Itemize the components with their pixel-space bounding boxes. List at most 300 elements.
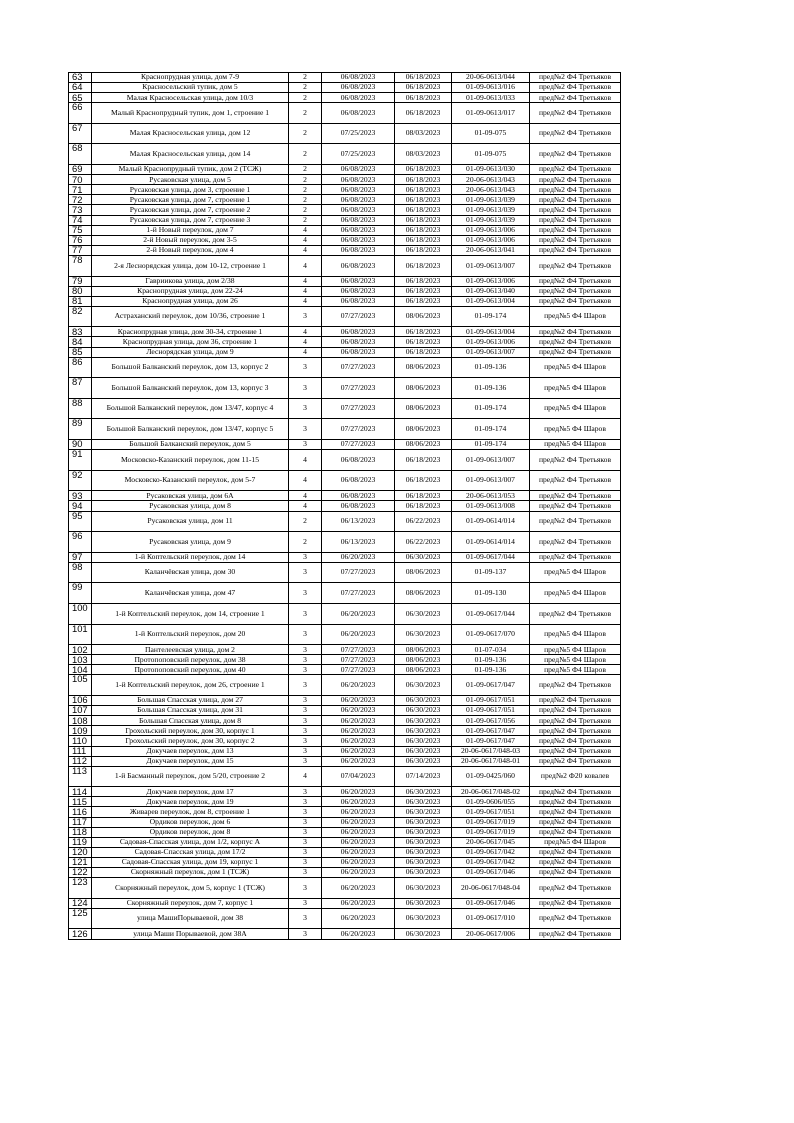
cell-category: 3 [289,655,322,665]
cell-start-date: 06/20/2023 [322,726,395,736]
cell-category: 4 [289,327,322,337]
cell-address: 2-й Новый переулок, дом 4 [92,245,289,255]
table-row [69,716,621,726]
cell-document-code: 01-09-0617/051 [452,706,530,716]
cell-responsible: пред№2 Ф4 Третьяков [530,726,621,736]
cell-row-number: 67 [69,123,92,144]
cell-start-date: 07/27/2023 [322,645,395,655]
cell-document-code: 01-09-174 [452,440,530,450]
cell-start-date: 07/27/2023 [322,583,395,604]
cell-start-date: 06/20/2023 [322,898,395,908]
cell-end-date: 06/18/2023 [395,73,452,83]
cell-start-date: 06/20/2023 [322,837,395,847]
cell-address: Докучаев переулок, дом 19 [92,797,289,807]
cell-category: 2 [289,83,322,93]
cell-start-date: 06/20/2023 [322,736,395,746]
cell-end-date: 06/30/2023 [395,807,452,817]
cell-document-code: 01-09-0617/047 [452,736,530,746]
cell-document-code: 01-09-0617/047 [452,726,530,736]
cell-category: 4 [289,347,322,357]
cell-end-date: 06/18/2023 [395,450,452,471]
cell-start-date: 06/08/2023 [322,450,395,471]
cell-end-date: 06/18/2023 [395,337,452,347]
cell-end-date: 06/30/2023 [395,726,452,736]
cell-address: 1-й Коптельский переулок, дом 14 [92,552,289,562]
cell-start-date: 06/08/2023 [322,175,395,185]
cell-category: 3 [289,716,322,726]
cell-end-date: 08/03/2023 [395,144,452,165]
cell-start-date: 06/20/2023 [322,827,395,837]
cell-document-code: 01-09-0613/040 [452,286,530,296]
cell-start-date: 06/08/2023 [322,491,395,501]
cell-document-code: 01-09-0613/030 [452,165,530,175]
table-row [69,787,621,797]
cell-start-date: 06/20/2023 [322,746,395,756]
table-row [69,205,621,215]
cell-end-date: 06/30/2023 [395,797,452,807]
cell-row-number: 82 [69,306,92,327]
cell-start-date: 06/20/2023 [322,756,395,766]
table-row [69,123,621,144]
cell-responsible: пред№2 Ф20 ковалев [530,766,621,787]
cell-address: Скорняжный переулок, дом 5, корпус 1 (ТСЖ) [92,878,289,899]
cell-address: 1-й Коптельский переулок, дом 20 [92,624,289,645]
cell-start-date: 07/25/2023 [322,144,395,165]
cell-address: Русаковская улица, дом 3, строение 1 [92,185,289,195]
cell-row-number: 115 [69,797,92,807]
cell-category: 3 [289,787,322,797]
cell-document-code: 01-09-0613/007 [452,450,530,471]
cell-responsible: пред№2 Ф4 Третьяков [530,255,621,276]
cell-address: Астраханский переулок, дом 10/36, строение 1 [92,306,289,327]
cell-category: 2 [289,205,322,215]
cell-start-date: 06/08/2023 [322,337,395,347]
cell-document-code: 01-09-0613/007 [452,347,530,357]
cell-address: Русаковская улица, дом 6А [92,491,289,501]
cell-row-number: 105 [69,675,92,696]
cell-document-code: 01-09-0614/014 [452,532,530,553]
cell-document-code: 01-09-0617/051 [452,807,530,817]
cell-start-date: 06/20/2023 [322,817,395,827]
cell-responsible: пред№2 Ф4 Третьяков [530,908,621,929]
cell-end-date: 06/30/2023 [395,929,452,939]
cell-responsible: пред№2 Ф4 Третьяков [530,603,621,624]
cell-category: 2 [289,73,322,83]
cell-document-code: 20-06-0617/045 [452,837,530,847]
cell-document-code: 20-06-0617/048-03 [452,746,530,756]
cell-address: улица МашиПорываевой, дом 38 [92,908,289,929]
cell-document-code: 01-09-0606/055 [452,797,530,807]
cell-row-number: 112 [69,756,92,766]
cell-responsible: пред№2 Ф4 Третьяков [530,175,621,185]
cell-document-code: 20-06-0613/044 [452,73,530,83]
cell-address: Малый Краснопрудный тупик, дом 2 (ТСЖ) [92,165,289,175]
cell-address: Протопоповский переулок, дом 38 [92,655,289,665]
cell-document-code: 01-09-0617/044 [452,552,530,562]
table-row [69,296,621,306]
cell-row-number: 75 [69,225,92,235]
cell-end-date: 06/30/2023 [395,878,452,899]
cell-end-date: 06/18/2023 [395,83,452,93]
cell-category: 4 [289,235,322,245]
cell-category: 4 [289,501,322,511]
cell-end-date: 06/30/2023 [395,603,452,624]
cell-document-code: 01-09-0617/010 [452,908,530,929]
cell-address: Большой Балканский переулок, дом 13/47, корпус 4 [92,398,289,419]
cell-start-date: 07/27/2023 [322,562,395,583]
cell-address: Ордиков переулок, дом 6 [92,817,289,827]
cell-end-date: 08/06/2023 [395,306,452,327]
cell-row-number: 77 [69,245,92,255]
cell-document-code: 01-09-136 [452,655,530,665]
cell-document-code: 20-06-0617/048-02 [452,787,530,797]
cell-address: Малая Красносельская улица, дом 10/3 [92,93,289,103]
table-row [69,165,621,175]
cell-start-date: 06/13/2023 [322,511,395,532]
cell-responsible: пред№2 Ф4 Третьяков [530,827,621,837]
cell-row-number: 70 [69,175,92,185]
cell-end-date: 06/18/2023 [395,296,452,306]
cell-start-date: 07/27/2023 [322,398,395,419]
table-row [69,766,621,787]
cell-responsible: пред№2 Ф4 Третьяков [530,868,621,878]
cell-start-date: 06/08/2023 [322,225,395,235]
cell-address: Малый Краснопрудный тупик, дом 1, строение 1 [92,103,289,124]
cell-responsible: пред№2 Ф4 Третьяков [530,929,621,939]
cell-address: Краснопрудная улица, дом 36, строение 1 [92,337,289,347]
cell-responsible: пред№2 Ф4 Третьяков [530,898,621,908]
cell-end-date: 06/30/2023 [395,908,452,929]
cell-row-number: 113 [69,766,92,787]
cell-category: 2 [289,103,322,124]
cell-responsible: пред№2 Ф4 Третьяков [530,470,621,491]
cell-address: улица Маши Порываевой, дом 38А [92,929,289,939]
cell-responsible: пред№2 Ф4 Третьяков [530,696,621,706]
cell-category: 2 [289,165,322,175]
cell-row-number: 71 [69,185,92,195]
table-row [69,378,621,399]
cell-start-date: 07/27/2023 [322,440,395,450]
cell-document-code: 01-09-174 [452,398,530,419]
cell-start-date: 06/20/2023 [322,696,395,706]
cell-row-number: 108 [69,716,92,726]
cell-responsible: пред№2 Ф4 Третьяков [530,235,621,245]
cell-responsible: пред№2 Ф4 Третьяков [530,847,621,857]
cell-start-date: 06/20/2023 [322,929,395,939]
cell-responsible: пред№2 Ф4 Третьяков [530,347,621,357]
cell-start-date: 06/13/2023 [322,532,395,553]
cell-start-date: 06/08/2023 [322,501,395,511]
cell-row-number: 94 [69,501,92,511]
cell-address: Каланчёвская улица, дом 47 [92,583,289,604]
cell-start-date: 06/20/2023 [322,603,395,624]
cell-category: 3 [289,837,322,847]
cell-responsible: пред№2 Ф4 Третьяков [530,225,621,235]
table-row [69,552,621,562]
cell-end-date: 06/30/2023 [395,847,452,857]
cell-document-code: 01-09-137 [452,562,530,583]
cell-start-date: 06/08/2023 [322,296,395,306]
cell-row-number: 73 [69,205,92,215]
cell-document-code: 01-09-0617/042 [452,847,530,857]
cell-document-code: 20-06-0617/048-01 [452,756,530,766]
cell-end-date: 08/03/2023 [395,123,452,144]
cell-address: Малая Красносельская улица, дом 12 [92,123,289,144]
cell-row-number: 109 [69,726,92,736]
cell-category: 2 [289,511,322,532]
cell-end-date: 06/18/2023 [395,276,452,286]
cell-category: 3 [289,378,322,399]
cell-start-date: 06/08/2023 [322,286,395,296]
cell-start-date: 06/08/2023 [322,195,395,205]
cell-category: 3 [289,797,322,807]
cell-category: 3 [289,847,322,857]
cell-document-code: 01-09-174 [452,419,530,440]
cell-row-number: 126 [69,929,92,939]
cell-responsible: пред№2 Ф4 Третьяков [530,857,621,867]
cell-row-number: 106 [69,696,92,706]
table-row [69,645,621,655]
cell-address: Протопоповский переулок, дом 40 [92,665,289,675]
cell-row-number: 100 [69,603,92,624]
cell-responsible: пред№2 Ф4 Третьяков [530,245,621,255]
cell-start-date: 07/27/2023 [322,655,395,665]
table-row [69,511,621,532]
cell-end-date: 06/30/2023 [395,716,452,726]
table-body [69,73,621,940]
cell-end-date: 06/18/2023 [395,491,452,501]
cell-start-date: 06/20/2023 [322,552,395,562]
cell-start-date: 06/20/2023 [322,624,395,645]
cell-end-date: 06/18/2023 [395,470,452,491]
table-row [69,929,621,939]
table-row [69,583,621,604]
cell-start-date: 06/08/2023 [322,185,395,195]
cell-responsible: пред№2 Ф4 Третьяков [530,296,621,306]
cell-end-date: 08/06/2023 [395,398,452,419]
cell-end-date: 08/06/2023 [395,357,452,378]
cell-document-code: 01-09-0613/006 [452,225,530,235]
table-row [69,857,621,867]
cell-responsible: пред№2 Ф4 Третьяков [530,807,621,817]
cell-responsible: пред№5 Ф4 Шаров [530,645,621,655]
cell-category: 3 [289,624,322,645]
cell-end-date: 06/18/2023 [395,93,452,103]
cell-category: 3 [289,562,322,583]
table-row [69,706,621,716]
cell-address: Большая Спасская улица, дом 31 [92,706,289,716]
cell-end-date: 06/18/2023 [395,165,452,175]
cell-responsible: пред№2 Ф4 Третьяков [530,327,621,337]
cell-address: Садовая-Спасская улица, дом 19, корпус 1 [92,857,289,867]
table-row [69,807,621,817]
cell-row-number: 104 [69,665,92,675]
cell-row-number: 117 [69,817,92,827]
schedule-table [68,72,621,940]
cell-row-number: 72 [69,195,92,205]
cell-start-date: 06/08/2023 [322,235,395,245]
table-row [69,144,621,165]
cell-start-date: 06/08/2023 [322,347,395,357]
cell-start-date: 06/20/2023 [322,716,395,726]
cell-end-date: 07/14/2023 [395,766,452,787]
cell-responsible: пред№2 Ф4 Третьяков [530,215,621,225]
cell-category: 3 [289,746,322,756]
cell-document-code: 20-06-0613/041 [452,245,530,255]
table-row [69,898,621,908]
cell-row-number: 111 [69,746,92,756]
cell-responsible: пред№5 Ф4 Шаров [530,440,621,450]
cell-row-number: 103 [69,655,92,665]
cell-end-date: 08/06/2023 [395,645,452,655]
cell-responsible: пред№2 Ф4 Третьяков [530,185,621,195]
cell-row-number: 74 [69,215,92,225]
table-row [69,306,621,327]
cell-address: Русаковская улица, дом 7, строение 1 [92,195,289,205]
cell-category: 4 [289,296,322,306]
cell-document-code: 01-09-174 [452,306,530,327]
table-row [69,501,621,511]
cell-document-code: 01-09-0613/016 [452,83,530,93]
cell-category: 3 [289,398,322,419]
cell-category: 4 [289,255,322,276]
cell-document-code: 01-09-0613/007 [452,255,530,276]
cell-category: 4 [289,470,322,491]
table-row [69,276,621,286]
cell-end-date: 06/18/2023 [395,235,452,245]
cell-responsible: пред№5 Ф4 Шаров [530,583,621,604]
cell-document-code: 01-09-0613/017 [452,103,530,124]
cell-row-number: 79 [69,276,92,286]
cell-row-number: 120 [69,847,92,857]
cell-end-date: 06/18/2023 [395,286,452,296]
cell-row-number: 80 [69,286,92,296]
cell-category: 3 [289,440,322,450]
cell-end-date: 06/30/2023 [395,817,452,827]
cell-address: Живарев переулок, дом 8, строение 1 [92,807,289,817]
cell-end-date: 06/18/2023 [395,255,452,276]
cell-category: 3 [289,908,322,929]
cell-document-code: 01-09-0617/019 [452,827,530,837]
cell-address: Большой Балканский переулок, дом 13, корпус 2 [92,357,289,378]
table-row [69,347,621,357]
cell-end-date: 06/30/2023 [395,624,452,645]
cell-responsible: пред№5 Ф4 Шаров [530,419,621,440]
cell-responsible: пред№2 Ф4 Третьяков [530,706,621,716]
cell-category: 4 [289,491,322,501]
cell-end-date: 06/18/2023 [395,185,452,195]
cell-start-date: 06/20/2023 [322,908,395,929]
cell-row-number: 95 [69,511,92,532]
cell-responsible: пред№2 Ф4 Третьяков [530,337,621,347]
table-row [69,696,621,706]
cell-category: 3 [289,878,322,899]
cell-document-code: 20-06-0613/043 [452,175,530,185]
table-row [69,93,621,103]
cell-responsible: пред№5 Ф4 Шаров [530,306,621,327]
cell-address: Каланчёвская улица, дом 30 [92,562,289,583]
cell-address: Русаковская улица, дом 8 [92,501,289,511]
cell-row-number: 84 [69,337,92,347]
cell-responsible: пред№5 Ф4 Шаров [530,398,621,419]
cell-document-code: 01-09-136 [452,378,530,399]
cell-category: 2 [289,93,322,103]
table-row [69,532,621,553]
cell-category: 3 [289,898,322,908]
cell-category: 2 [289,215,322,225]
cell-responsible: пред№2 Ф4 Третьяков [530,817,621,827]
cell-responsible: пред№5 Ф4 Шаров [530,378,621,399]
cell-end-date: 06/30/2023 [395,706,452,716]
cell-category: 3 [289,419,322,440]
cell-document-code: 01-09-0614/014 [452,511,530,532]
cell-row-number: 76 [69,235,92,245]
cell-document-code: 01-09-0617/044 [452,603,530,624]
cell-category: 2 [289,532,322,553]
cell-category: 3 [289,583,322,604]
cell-responsible: пред№2 Ф4 Третьяков [530,123,621,144]
cell-responsible: пред№2 Ф4 Третьяков [530,83,621,93]
cell-end-date: 06/30/2023 [395,675,452,696]
cell-start-date: 06/20/2023 [322,807,395,817]
cell-category: 4 [289,276,322,286]
cell-document-code: 01-09-0613/006 [452,235,530,245]
cell-row-number: 102 [69,645,92,655]
cell-category: 4 [289,225,322,235]
cell-address: Грохольский переулок, дом 30, корпус 1 [92,726,289,736]
cell-document-code: 01-09-0617/047 [452,675,530,696]
cell-end-date: 06/30/2023 [395,827,452,837]
cell-responsible: пред№2 Ф4 Третьяков [530,195,621,205]
table-row [69,398,621,419]
table-row [69,736,621,746]
cell-address: Скорняжный переулок, дом 1 (ТСЖ) [92,868,289,878]
cell-start-date: 07/04/2023 [322,766,395,787]
cell-category: 3 [289,929,322,939]
table-row [69,827,621,837]
cell-address: 1-й Новый переулок, дом 7 [92,225,289,235]
cell-row-number: 114 [69,787,92,797]
cell-responsible: пред№2 Ф4 Третьяков [530,878,621,899]
cell-end-date: 06/18/2023 [395,225,452,235]
table-row [69,175,621,185]
cell-document-code: 01-09-0613/039 [452,195,530,205]
cell-end-date: 06/18/2023 [395,175,452,185]
cell-start-date: 06/20/2023 [322,787,395,797]
cell-address: Русаковская улица, дом 11 [92,511,289,532]
cell-responsible: пред№2 Ф4 Третьяков [530,103,621,124]
cell-category: 4 [289,450,322,471]
cell-responsible: пред№2 Ф4 Третьяков [530,756,621,766]
table-row [69,868,621,878]
cell-document-code: 01-09-075 [452,144,530,165]
cell-end-date: 08/06/2023 [395,440,452,450]
cell-row-number: 66 [69,103,92,124]
cell-address: Большой Балканский переулок, дом 13/47, корпус 5 [92,419,289,440]
cell-start-date: 06/20/2023 [322,878,395,899]
cell-responsible: пред№2 Ф4 Третьяков [530,276,621,286]
cell-row-number: 99 [69,583,92,604]
cell-start-date: 06/08/2023 [322,103,395,124]
cell-responsible: пред№2 Ф4 Третьяков [530,797,621,807]
cell-responsible: пред№5 Ф4 Шаров [530,624,621,645]
cell-category: 3 [289,726,322,736]
cell-responsible: пред№2 Ф4 Третьяков [530,532,621,553]
cell-start-date: 06/08/2023 [322,93,395,103]
cell-document-code: 01-09-0617/070 [452,624,530,645]
cell-responsible: пред№2 Ф4 Третьяков [530,746,621,756]
cell-end-date: 08/06/2023 [395,419,452,440]
